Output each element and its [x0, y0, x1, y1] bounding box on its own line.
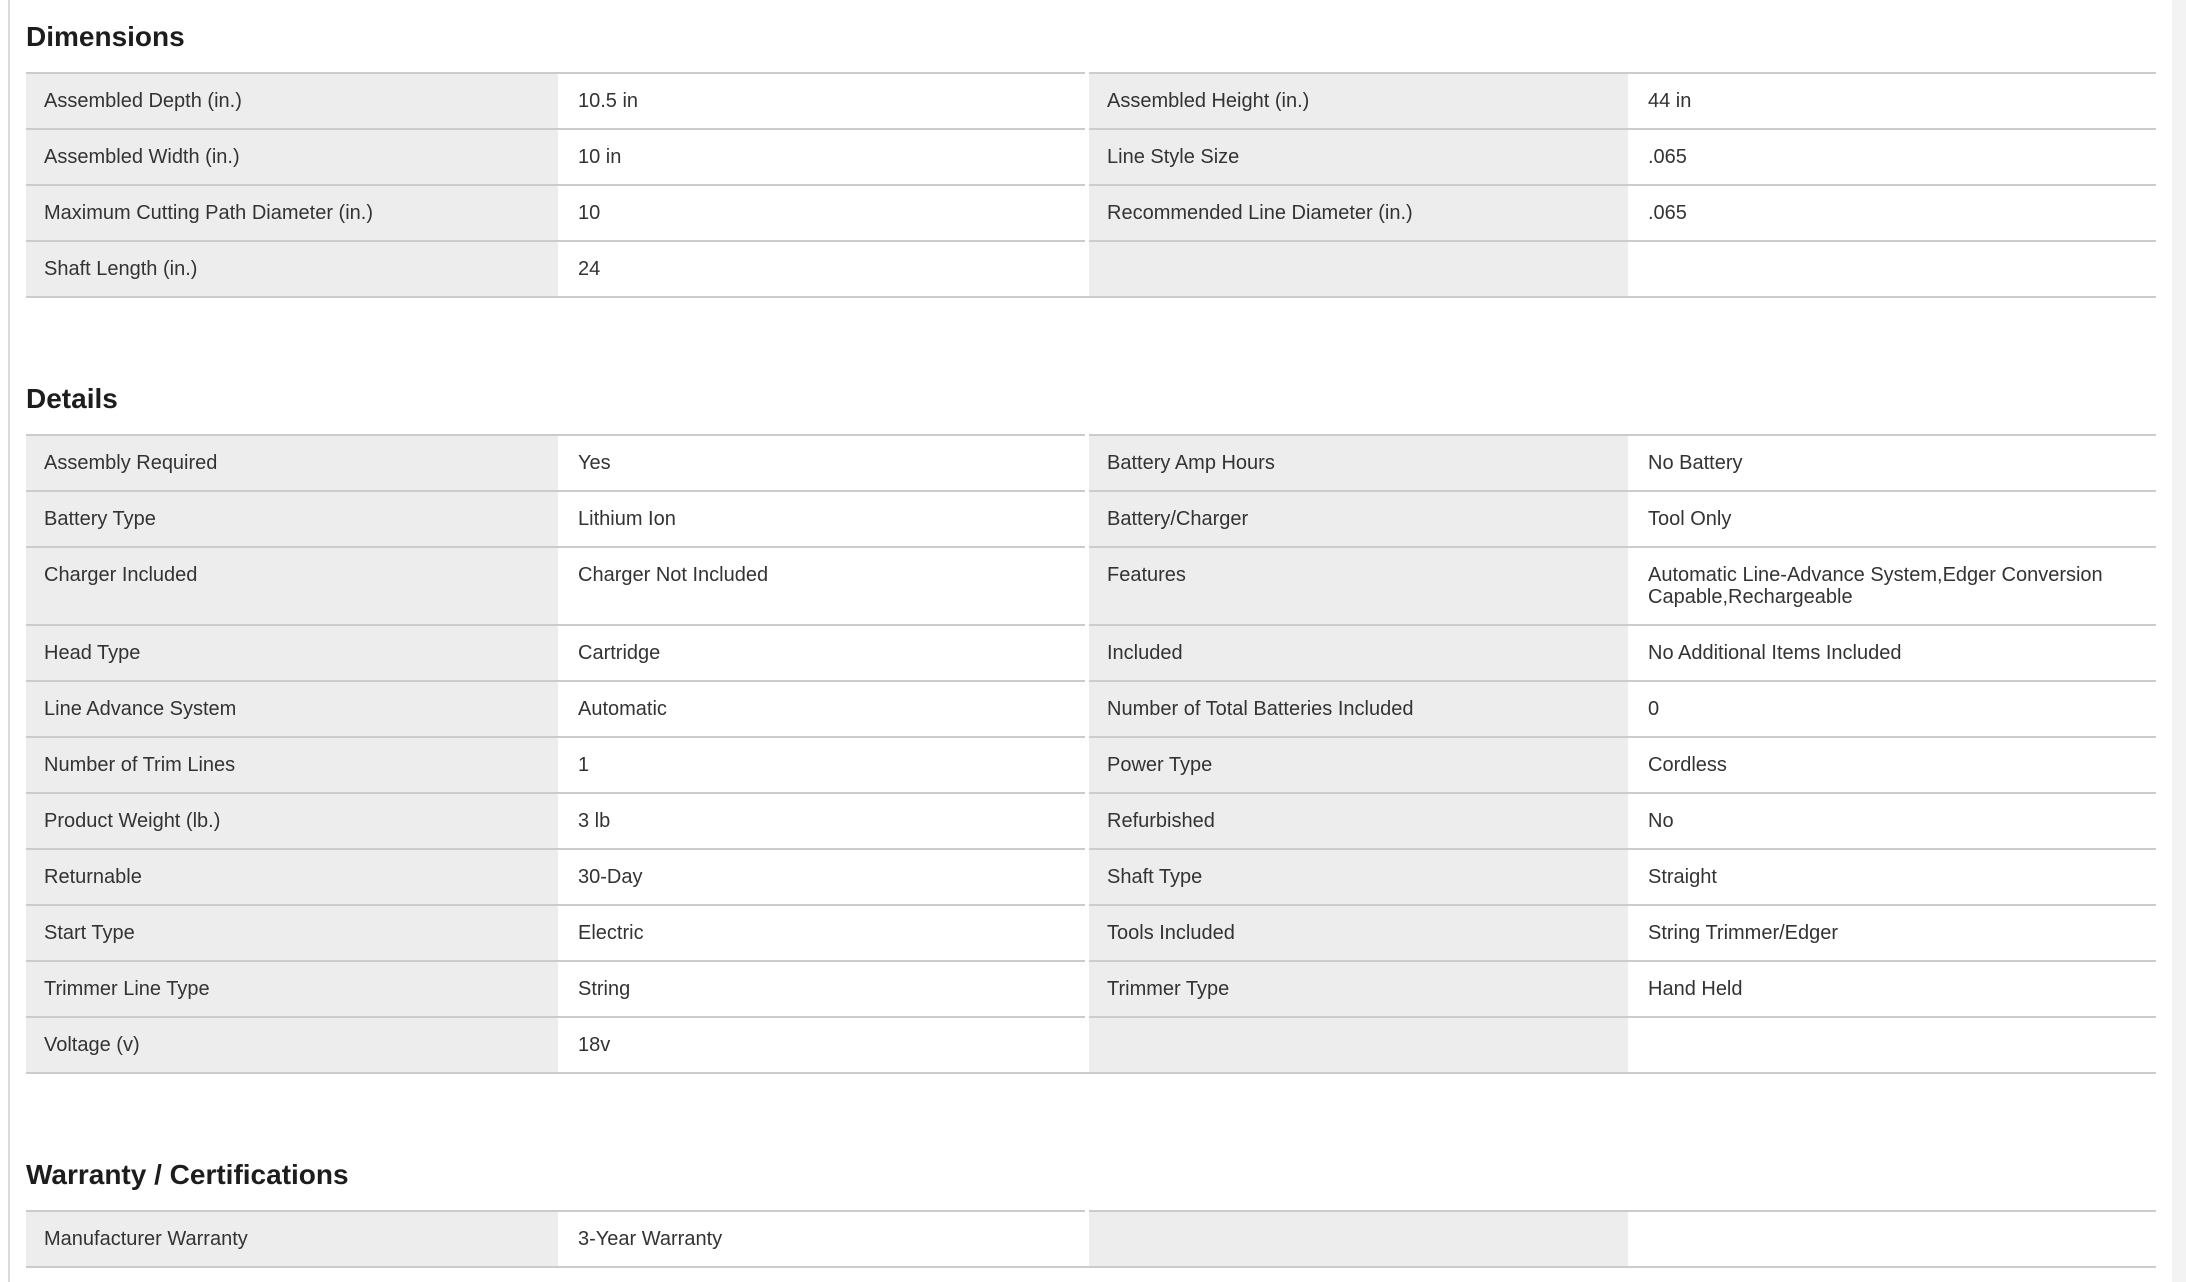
spec-label: Maximum Cutting Path Diameter (in.): [26, 184, 558, 240]
spec-row: [26, 72, 2156, 128]
spec-label: Manufacturer Warranty: [26, 1210, 558, 1268]
spec-value: No Battery: [1628, 434, 2156, 490]
spec-label: Line Advance System: [26, 680, 558, 736]
warranty-table: [26, 1210, 2156, 1268]
spec-value: Straight: [1628, 848, 2156, 904]
spec-row: [26, 736, 2156, 792]
spec-value: 24: [558, 240, 1085, 298]
spec-value: Tool Only: [1628, 490, 2156, 546]
spec-label: Battery Amp Hours: [1089, 434, 1628, 490]
spec-row: [26, 434, 2156, 490]
spec-value: [1628, 240, 2156, 298]
spec-label: Shaft Length (in.): [26, 240, 558, 298]
spec-value: No: [1628, 792, 2156, 848]
spec-label: Shaft Type: [1089, 848, 1628, 904]
spec-label: [1089, 1210, 1628, 1268]
spec-value: 1: [558, 736, 1085, 792]
spec-label: Trimmer Type: [1089, 960, 1628, 1016]
spec-value: .065: [1628, 184, 2156, 240]
spec-label: Number of Total Batteries Included: [1089, 680, 1628, 736]
spec-value: [1628, 1016, 2156, 1074]
spec-value: Hand Held: [1628, 960, 2156, 1016]
spec-label: Battery Type: [26, 490, 558, 546]
spec-label: Charger Included: [26, 546, 558, 624]
spec-row: [26, 240, 2156, 298]
spec-label: Assembled Height (in.): [1089, 72, 1628, 128]
spec-value: Cartridge: [558, 624, 1085, 680]
spec-label: Head Type: [26, 624, 558, 680]
spec-value: 10: [558, 184, 1085, 240]
spec-value: 3-Year Warranty: [558, 1210, 1085, 1268]
spec-value: String: [558, 960, 1085, 1016]
spec-label: [1089, 240, 1628, 298]
section-title-warranty: Warranty / Certifications: [26, 1159, 349, 1190]
spec-label: Assembly Required: [26, 434, 558, 490]
spec-row: [26, 1016, 2156, 1074]
spec-label: Assembled Depth (in.): [26, 72, 558, 128]
specifications-content: [26, 20, 2156, 1268]
spec-value: Automatic Line-Advance System,Edger Conversion Capable,Rechargeable: [1628, 546, 2156, 624]
spec-label: Product Weight (lb.): [26, 792, 558, 848]
spec-value: 10.5 in: [558, 72, 1085, 128]
spec-value: [1628, 1210, 2156, 1268]
spec-label: Assembled Width (in.): [26, 128, 558, 184]
spec-row: [26, 848, 2156, 904]
spec-value: Yes: [558, 434, 1085, 490]
spec-row: [26, 680, 2156, 736]
spec-label: Included: [1089, 624, 1628, 680]
spec-row: [26, 624, 2156, 680]
section-details: [26, 382, 2156, 1074]
spec-label: Refurbished: [1089, 792, 1628, 848]
spec-value: Cordless: [1628, 736, 2156, 792]
spec-value: Charger Not Included: [558, 546, 1085, 624]
spec-value: 30-Day: [558, 848, 1085, 904]
spec-label: Returnable: [26, 848, 558, 904]
spec-label: Battery/Charger: [1089, 490, 1628, 546]
spec-label: Power Type: [1089, 736, 1628, 792]
spec-label: Trimmer Line Type: [26, 960, 558, 1016]
spec-value: 10 in: [558, 128, 1085, 184]
spec-label: Number of Trim Lines: [26, 736, 558, 792]
spec-row: [26, 1210, 2156, 1268]
spec-label: Tools Included: [1089, 904, 1628, 960]
panel-left-border: [8, 0, 10, 1282]
spec-value: Electric: [558, 904, 1085, 960]
spec-row: [26, 960, 2156, 1016]
spec-label: Line Style Size: [1089, 128, 1628, 184]
spec-row: [26, 904, 2156, 960]
spec-value: .065: [1628, 128, 2156, 184]
details-table: [26, 434, 2156, 1074]
spec-row: [26, 128, 2156, 184]
section-title-details: Details: [26, 383, 118, 414]
dimensions-table: [26, 72, 2156, 298]
spec-row: [26, 792, 2156, 848]
spec-label: Features: [1089, 546, 1628, 624]
spec-row: [26, 184, 2156, 240]
spec-value: 44 in: [1628, 72, 2156, 128]
spec-row: [26, 490, 2156, 546]
spec-label: Voltage (v): [26, 1016, 558, 1074]
spec-value: String Trimmer/Edger: [1628, 904, 2156, 960]
spec-value: 0: [1628, 680, 2156, 736]
section-warranty-certifications: [26, 1158, 2156, 1268]
spec-value: Lithium Ion: [558, 490, 1085, 546]
spec-value: 3 lb: [558, 792, 1085, 848]
section-dimensions: [26, 20, 2156, 298]
spec-label: [1089, 1016, 1628, 1074]
spec-value: 18v: [558, 1016, 1085, 1074]
spec-row: [26, 546, 2156, 624]
spec-label: Start Type: [26, 904, 558, 960]
spec-value: No Additional Items Included: [1628, 624, 2156, 680]
spec-value: Automatic: [558, 680, 1085, 736]
vertical-scrollbar[interactable]: [2172, 0, 2186, 1282]
spec-label: Recommended Line Diameter (in.): [1089, 184, 1628, 240]
section-title-dimensions: Dimensions: [26, 21, 185, 52]
